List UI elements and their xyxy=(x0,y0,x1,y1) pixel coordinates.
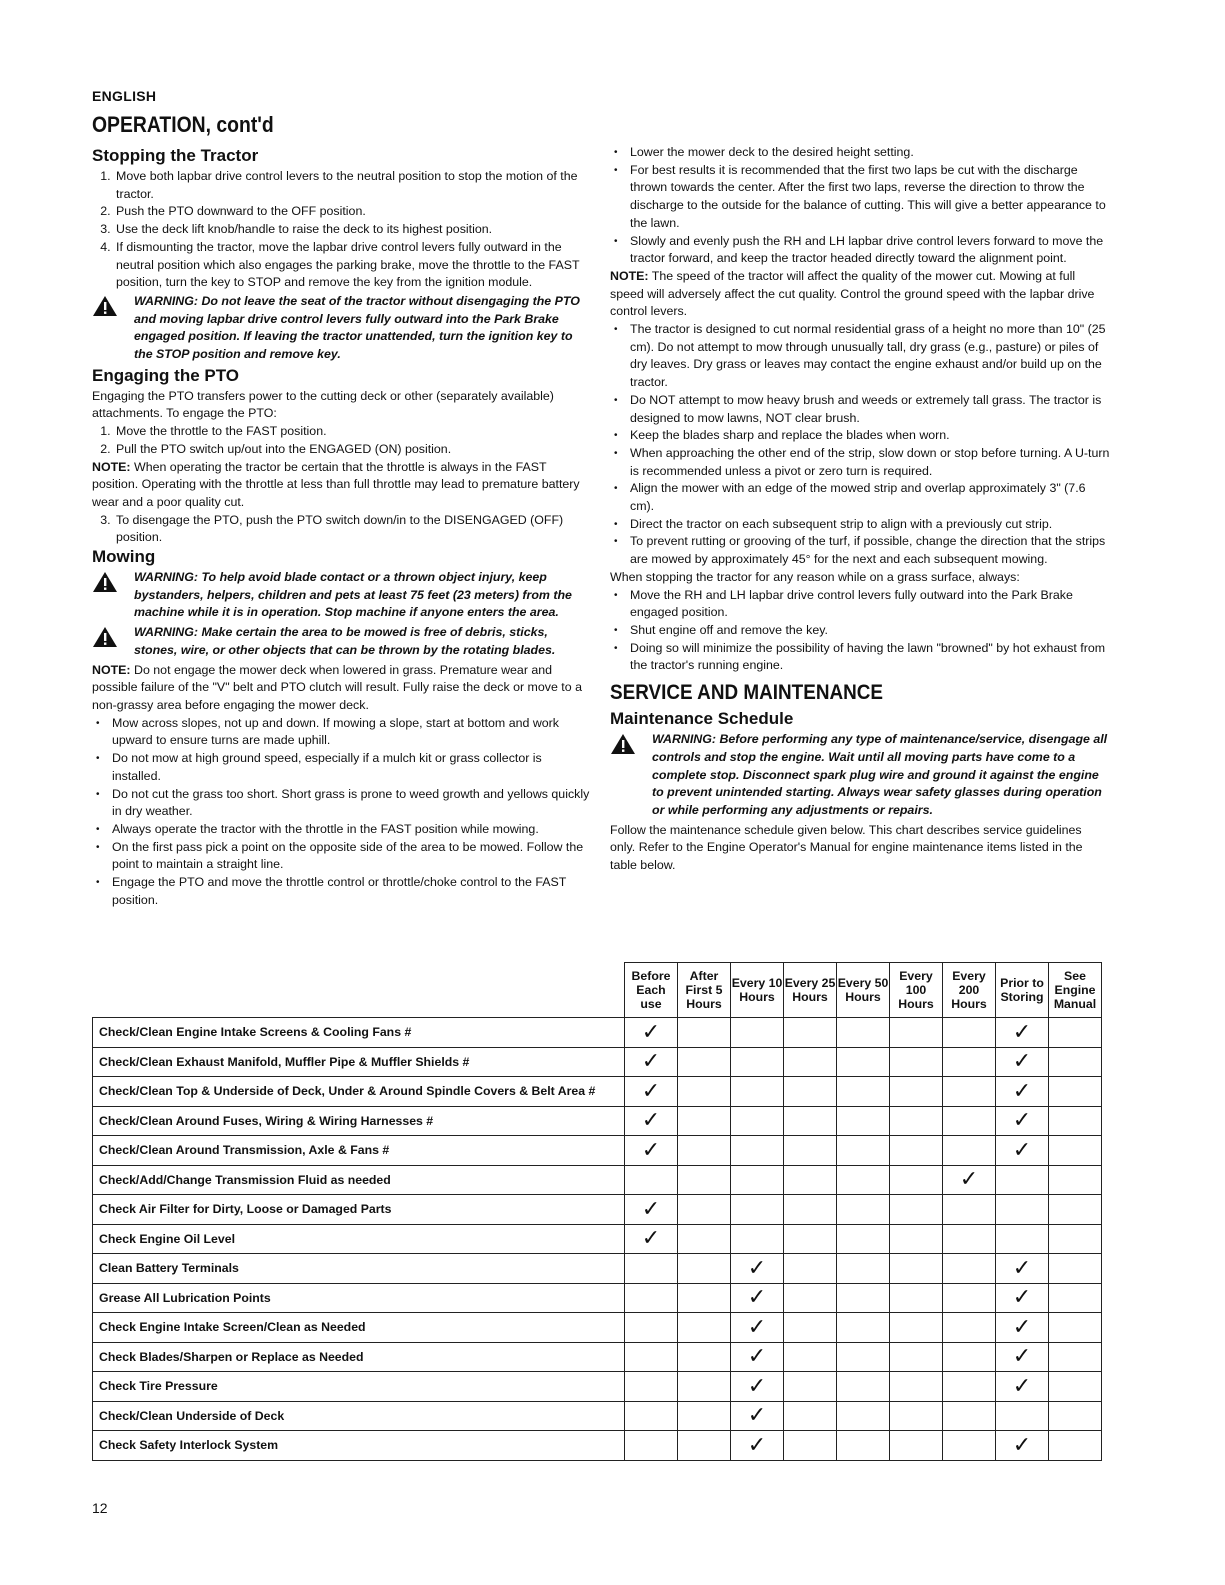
check-mark-icon: ✓ xyxy=(996,1018,1049,1048)
empty-cell xyxy=(837,1018,890,1048)
pto-intro: Engaging the PTO transfers power to the cutting deck or other (separately available) attachments. To engage the PTO: xyxy=(92,388,554,421)
empty-cell xyxy=(890,1342,943,1372)
right-column xyxy=(610,144,1110,875)
list-item: • Align the mower with an edge of the mowed strip and overlap approximately 3" (7.6 cm). xyxy=(630,480,1110,515)
empty-cell xyxy=(678,1136,731,1166)
table-row xyxy=(93,1313,1102,1343)
warning-triangle-icon xyxy=(92,569,122,599)
check-mark-icon: ✓ xyxy=(625,1077,678,1107)
empty-cell xyxy=(890,1047,943,1077)
table-row xyxy=(93,1018,1102,1048)
empty-cell xyxy=(731,1018,784,1048)
service-text: Follow the maintenance schedule given below. This chart describes service guidelines only. Refer to the Engine Operator's Manual for engine maintenance items listed in the table below. xyxy=(610,822,1083,873)
empty-cell xyxy=(784,1431,837,1461)
empty-cell xyxy=(678,1372,731,1402)
empty-cell xyxy=(890,1283,943,1313)
empty-cell xyxy=(625,1401,678,1431)
task-cell: Grease All Lubrication Points xyxy=(93,1283,625,1313)
empty-cell xyxy=(678,1431,731,1461)
table-row xyxy=(93,1254,1102,1284)
empty-cell xyxy=(1049,1224,1102,1254)
mowing-heading: Mowing xyxy=(92,547,156,567)
warning-text: WARNING: Before performing any type of maintenance/service, disengage all controls and stop the engine. Wait until all moving parts have come to a complete stop. Disconnect spark plug wire and ground it against the engine to prevent unintended starting. Always wear safety glasses during operation or while performing any adjustments or repairs. xyxy=(652,732,1108,817)
list-item: • Keep the blades sharp and replace the blades when worn. xyxy=(630,427,1110,445)
empty-cell xyxy=(837,1165,890,1195)
empty-cell xyxy=(837,1372,890,1402)
empty-cell xyxy=(1049,1313,1102,1343)
list-item: • Shut engine off and remove the key. xyxy=(630,622,1110,640)
stopping-steps xyxy=(92,168,592,292)
column-header: Every 10 Hours xyxy=(731,963,784,1018)
mowing-bullets-cont xyxy=(610,144,1110,268)
task-cell: Check Safety Interlock System xyxy=(93,1431,625,1461)
column-header: Every 50 Hours xyxy=(837,963,890,1018)
table-row xyxy=(93,1401,1102,1431)
empty-cell xyxy=(678,1106,731,1136)
empty-cell xyxy=(1049,1136,1102,1166)
check-mark-icon: ✓ xyxy=(731,1313,784,1343)
empty-cell xyxy=(890,1431,943,1461)
empty-cell xyxy=(837,1136,890,1166)
empty-cell xyxy=(678,1342,731,1372)
table-row xyxy=(93,1224,1102,1254)
note-text: The speed of the tractor will affect the quality of the mower cut. Mowing at full speed will adversely affect the cut quality. Control the ground speed with the lapbar drive control levers. xyxy=(610,268,1095,319)
empty-cell xyxy=(1049,1106,1102,1136)
check-mark-icon: ✓ xyxy=(996,1077,1049,1107)
warning-text: WARNING: To help avoid blade contact or a thrown object injury, keep bystanders, helpers, children and pets at least 75 feet (23 meters) from the machine while it is in operation. Stop machine if anyone enters the area. xyxy=(134,570,572,620)
check-mark-icon: ✓ xyxy=(625,1018,678,1048)
empty-cell xyxy=(996,1165,1049,1195)
empty-cell xyxy=(837,1195,890,1225)
list-item: • Do NOT attempt to mow heavy brush and weeds or extremely tall grass. The tractor is designed to mow lawns, NOT clear brush. xyxy=(630,392,1110,427)
table-row xyxy=(93,1077,1102,1107)
empty-cell xyxy=(1049,1431,1102,1461)
speed-note xyxy=(610,268,1110,321)
empty-cell xyxy=(784,1313,837,1343)
stopping-warning xyxy=(92,293,592,364)
check-mark-icon: ✓ xyxy=(625,1224,678,1254)
empty-cell xyxy=(678,1283,731,1313)
note-text: When operating the tractor be certain that the throttle is always in the FAST position. Operating with the throttle at less than full throttle may lead to premature battery wear and a poor quality cut. xyxy=(92,459,580,509)
stopping-heading: Stopping the Tractor xyxy=(92,146,259,165)
empty-cell xyxy=(837,1342,890,1372)
empty-cell xyxy=(784,1136,837,1166)
check-mark-icon: ✓ xyxy=(996,1136,1049,1166)
empty-cell xyxy=(890,1136,943,1166)
empty-cell xyxy=(1049,1165,1102,1195)
check-mark-icon: ✓ xyxy=(625,1136,678,1166)
empty-cell xyxy=(943,1106,996,1136)
empty-cell xyxy=(943,1313,996,1343)
empty-cell xyxy=(625,1165,678,1195)
check-mark-icon: ✓ xyxy=(996,1254,1049,1284)
check-mark-icon: ✓ xyxy=(996,1372,1049,1402)
pto-step: 1. Move the throttle to the FAST position. xyxy=(114,423,592,441)
task-cell: Check Air Filter for Dirty, Loose or Damaged Parts xyxy=(93,1195,625,1225)
column-header: Every 25 Hours xyxy=(784,963,837,1018)
empty-cell xyxy=(943,1342,996,1372)
note-text: Do not engage the mower deck when lowered in grass. Premature wear and possible failure of the "V" belt and PTO clutch will result. Fully raise the deck or move to a non-grassy area before engaging the mower deck. xyxy=(92,662,582,712)
empty-cell xyxy=(625,1283,678,1313)
empty-cell xyxy=(784,1224,837,1254)
empty-cell xyxy=(625,1342,678,1372)
task-cell: Check/Clean Top & Underside of Deck, Under & Around Spindle Covers & Belt Area # xyxy=(93,1077,625,1107)
table-row xyxy=(93,1372,1102,1402)
empty-cell xyxy=(943,1018,996,1048)
task-cell: Check Tire Pressure xyxy=(93,1372,625,1402)
empty-cell xyxy=(890,1313,943,1343)
task-cell: Check/Clean Underside of Deck xyxy=(93,1401,625,1431)
empty-cell xyxy=(1049,1372,1102,1402)
list-item: • Slowly and evenly push the RH and LH lapbar drive control levers forward to move the tractor forward, and keep the tractor headed directly toward the alignment point. xyxy=(630,233,1110,268)
empty-cell xyxy=(996,1224,1049,1254)
list-item: • On the first pass pick a point on the opposite side of the area to be mowed. Follow the point to maintain a straight line. xyxy=(112,839,592,874)
empty-cell xyxy=(943,1401,996,1431)
table-row xyxy=(93,1106,1102,1136)
list-item: • When approaching the other end of the strip, slow down or stop before turning. A U-turn is recommended unless a pivot or zero turn is required. xyxy=(630,445,1110,480)
column-header: Every 100 Hours xyxy=(890,963,943,1018)
service-warning xyxy=(610,731,1110,820)
stopping-step: 1. Move both lapbar drive control levers to the neutral position to stop the motion of the tractor. xyxy=(114,168,592,203)
empty-cell xyxy=(1049,1283,1102,1313)
page-title: OPERATION, cont'd xyxy=(92,112,274,137)
empty-cell xyxy=(837,1401,890,1431)
empty-cell xyxy=(943,1195,996,1225)
table-row xyxy=(93,1136,1102,1166)
stopping-bullets xyxy=(610,587,1110,676)
check-mark-icon: ✓ xyxy=(625,1047,678,1077)
empty-cell xyxy=(996,1195,1049,1225)
check-mark-icon: ✓ xyxy=(731,1254,784,1284)
column-header: Prior to Storing xyxy=(996,963,1049,1018)
task-column-header xyxy=(93,963,625,1018)
empty-cell xyxy=(890,1372,943,1402)
empty-cell xyxy=(943,1283,996,1313)
empty-cell xyxy=(943,1431,996,1461)
service-title: SERVICE AND MAINTENANCE xyxy=(610,681,884,705)
empty-cell xyxy=(837,1431,890,1461)
empty-cell xyxy=(943,1047,996,1077)
list-item: • Mow across slopes, not up and down. If mowing a slope, start at bottom and work upward to ensure turns are made uphill. xyxy=(112,715,592,750)
empty-cell xyxy=(784,1077,837,1107)
warning-triangle-icon xyxy=(92,624,122,654)
empty-cell xyxy=(1049,1254,1102,1284)
pto-note xyxy=(92,459,592,512)
empty-cell xyxy=(784,1372,837,1402)
empty-cell xyxy=(625,1313,678,1343)
table-row xyxy=(93,1283,1102,1313)
empty-cell xyxy=(837,1254,890,1284)
check-mark-icon: ✓ xyxy=(731,1431,784,1461)
list-item: • Do not cut the grass too short. Short grass is prone to weed growth and yellows quickly in dry weather. xyxy=(112,786,592,821)
empty-cell xyxy=(890,1018,943,1048)
schedule-heading: Maintenance Schedule xyxy=(610,709,794,729)
column-header: Before Each use xyxy=(625,963,678,1018)
language-label: ENGLISH xyxy=(92,88,157,104)
empty-cell xyxy=(837,1077,890,1107)
check-mark-icon: ✓ xyxy=(996,1283,1049,1313)
empty-cell xyxy=(784,1018,837,1048)
task-cell: Check/Clean Exhaust Manifold, Muffler Pipe & Muffler Shields # xyxy=(93,1047,625,1077)
empty-cell xyxy=(731,1165,784,1195)
task-cell: Check/Clean Around Transmission, Axle & Fans # xyxy=(93,1136,625,1166)
empty-cell xyxy=(1049,1018,1102,1048)
maintenance-schedule-table xyxy=(92,962,1102,1461)
empty-cell xyxy=(731,1077,784,1107)
empty-cell xyxy=(890,1401,943,1431)
stopping-step: 2. Push the PTO downward to the OFF position. xyxy=(114,203,592,221)
empty-cell xyxy=(731,1047,784,1077)
empty-cell xyxy=(731,1136,784,1166)
task-cell: Check Engine Intake Screen/Clean as Needed xyxy=(93,1313,625,1343)
check-mark-icon: ✓ xyxy=(996,1342,1049,1372)
empty-cell xyxy=(837,1313,890,1343)
task-cell: Check/Clean Engine Intake Screens & Cooling Fans # xyxy=(93,1018,625,1048)
table-row xyxy=(93,1047,1102,1077)
empty-cell xyxy=(731,1224,784,1254)
warning-triangle-icon xyxy=(92,293,122,323)
empty-cell xyxy=(943,1136,996,1166)
mowing-warning-1 xyxy=(92,569,592,622)
empty-cell xyxy=(784,1165,837,1195)
stopping-step: 4. If dismounting the tractor, move the lapbar drive control levers fully outward in the neutral position which also engages the parking brake, move the throttle to the FAST position, turn the key to STOP and remove the key from the ignition module. xyxy=(114,239,592,292)
warning-triangle-icon xyxy=(610,731,640,761)
empty-cell xyxy=(837,1106,890,1136)
empty-cell xyxy=(784,1283,837,1313)
empty-cell xyxy=(784,1195,837,1225)
pto-heading: Engaging the PTO xyxy=(92,365,240,385)
empty-cell xyxy=(678,1018,731,1048)
check-mark-icon: ✓ xyxy=(943,1165,996,1195)
check-mark-icon: ✓ xyxy=(625,1195,678,1225)
check-mark-icon: ✓ xyxy=(625,1106,678,1136)
empty-cell xyxy=(784,1401,837,1431)
empty-cell xyxy=(890,1077,943,1107)
pto-step: 2. Pull the PTO switch up/out into the ENGAGED (ON) position. xyxy=(114,441,592,459)
empty-cell xyxy=(784,1047,837,1077)
list-item: • Move the RH and LH lapbar drive control levers fully outward into the Park Brake engaged position. xyxy=(630,587,1110,622)
empty-cell xyxy=(731,1106,784,1136)
list-item: • Do not mow at high ground speed, especially if a mulch kit or grass collector is installed. xyxy=(112,750,592,785)
empty-cell xyxy=(678,1165,731,1195)
stopping-step: 3. Use the deck lift knob/handle to raise the deck to its highest position. xyxy=(114,221,592,239)
empty-cell xyxy=(996,1401,1049,1431)
list-item: • To prevent rutting or grooving of the turf, if possible, change the direction that the strips are mowed by approximately 45° for the next and each subsequent mowing. xyxy=(630,533,1110,568)
check-mark-icon: ✓ xyxy=(731,1342,784,1372)
empty-cell xyxy=(678,1047,731,1077)
task-cell: Check/Add/Change Transmission Fluid as needed xyxy=(93,1165,625,1195)
empty-cell xyxy=(678,1195,731,1225)
empty-cell xyxy=(678,1401,731,1431)
note-label: NOTE: xyxy=(92,459,131,474)
table-row xyxy=(93,1342,1102,1372)
warning-text: WARNING: Do not leave the seat of the tractor without disengaging the PTO and moving lapbar drive control levers fully outward into the Park Brake engaged position. If leaving the tractor unattended, turn the ignition key to the STOP position and remove key. xyxy=(134,293,580,362)
empty-cell xyxy=(890,1195,943,1225)
task-cell: Clean Battery Terminals xyxy=(93,1254,625,1284)
empty-cell xyxy=(678,1254,731,1284)
table-body xyxy=(93,1018,1102,1461)
mowing-bullets xyxy=(92,715,592,910)
check-mark-icon: ✓ xyxy=(996,1106,1049,1136)
check-mark-icon: ✓ xyxy=(731,1372,784,1402)
empty-cell xyxy=(837,1283,890,1313)
empty-cell xyxy=(1049,1342,1102,1372)
empty-cell xyxy=(1049,1195,1102,1225)
empty-cell xyxy=(943,1254,996,1284)
warning-text: WARNING: Make certain the area to be mowed is free of debris, sticks, stones, wire, or other objects that can be thrown by the rotating blades. xyxy=(134,625,556,657)
table-row xyxy=(93,1431,1102,1461)
check-mark-icon: ✓ xyxy=(731,1283,784,1313)
list-item: • Doing so will minimize the possibility of having the lawn "browned" by hot exhaust from the tractor's running engine. xyxy=(630,640,1110,675)
empty-cell xyxy=(678,1077,731,1107)
mowing-note xyxy=(92,662,592,715)
mowing-warning-2 xyxy=(92,624,592,659)
empty-cell xyxy=(837,1224,890,1254)
empty-cell xyxy=(943,1077,996,1107)
pto-step: 3. To disengage the PTO, push the PTO switch down/in to the DISENGAGED (OFF) position. xyxy=(114,512,592,547)
empty-cell xyxy=(890,1165,943,1195)
empty-cell xyxy=(731,1195,784,1225)
page-number: 12 xyxy=(92,1500,108,1516)
column-header: See Engine Manual xyxy=(1049,963,1102,1018)
column-header: After First 5 Hours xyxy=(678,963,731,1018)
check-mark-icon: ✓ xyxy=(996,1047,1049,1077)
empty-cell xyxy=(943,1224,996,1254)
check-mark-icon: ✓ xyxy=(996,1313,1049,1343)
check-mark-icon: ✓ xyxy=(731,1401,784,1431)
task-cell: Check/Clean Around Fuses, Wiring & Wiring Harnesses # xyxy=(93,1106,625,1136)
list-item: • Direct the tractor on each subsequent strip to align with a previously cut strip. xyxy=(630,516,1110,534)
empty-cell xyxy=(890,1106,943,1136)
empty-cell xyxy=(890,1254,943,1284)
empty-cell xyxy=(943,1372,996,1402)
empty-cell xyxy=(784,1106,837,1136)
empty-cell xyxy=(1049,1077,1102,1107)
table-header-row xyxy=(93,963,1102,1018)
task-cell: Check Engine Oil Level xyxy=(93,1224,625,1254)
left-column xyxy=(92,146,592,909)
list-item: • The tractor is designed to cut normal residential grass of a height no more than 10" (25 cm). Do not attempt to mow through unusually tall, dry grass (e.g., pasture) or piles of dry leaves. Dry grass or leaves may contact the engine exhaust and/or build up on the tractor. xyxy=(630,321,1110,392)
table-row xyxy=(93,1195,1102,1225)
empty-cell xyxy=(890,1224,943,1254)
pto-steps-cont xyxy=(92,512,592,547)
empty-cell xyxy=(678,1224,731,1254)
empty-cell xyxy=(1049,1047,1102,1077)
note-label: NOTE: xyxy=(92,662,131,677)
mowing-bullets-more xyxy=(610,321,1110,569)
check-mark-icon: ✓ xyxy=(996,1431,1049,1461)
list-item: • Always operate the tractor with the throttle in the FAST position while mowing. xyxy=(112,821,592,839)
empty-cell xyxy=(784,1254,837,1284)
empty-cell xyxy=(1049,1401,1102,1431)
empty-cell xyxy=(837,1047,890,1077)
empty-cell xyxy=(784,1342,837,1372)
list-item: • Engage the PTO and move the throttle control or throttle/choke control to the FAST position. xyxy=(112,874,592,909)
empty-cell xyxy=(625,1372,678,1402)
task-cell: Check Blades/Sharpen or Replace as Needed xyxy=(93,1342,625,1372)
empty-cell xyxy=(678,1313,731,1343)
stopping-intro: When stopping the tractor for any reason while on a grass surface, always: xyxy=(610,569,1020,584)
column-header: Every 200 Hours xyxy=(943,963,996,1018)
list-item: • Lower the mower deck to the desired height setting. xyxy=(630,144,1110,162)
table-row xyxy=(93,1165,1102,1195)
list-item: • For best results it is recommended that the first two laps be cut with the discharge thrown towards the center. After the first two laps, reverse the direction to throw the discharge to the outside for the balance of cutting. This will give a better appearance to the lawn. xyxy=(630,162,1110,233)
note-label: NOTE: xyxy=(610,268,649,283)
pto-steps xyxy=(92,423,592,458)
empty-cell xyxy=(625,1431,678,1461)
empty-cell xyxy=(625,1254,678,1284)
